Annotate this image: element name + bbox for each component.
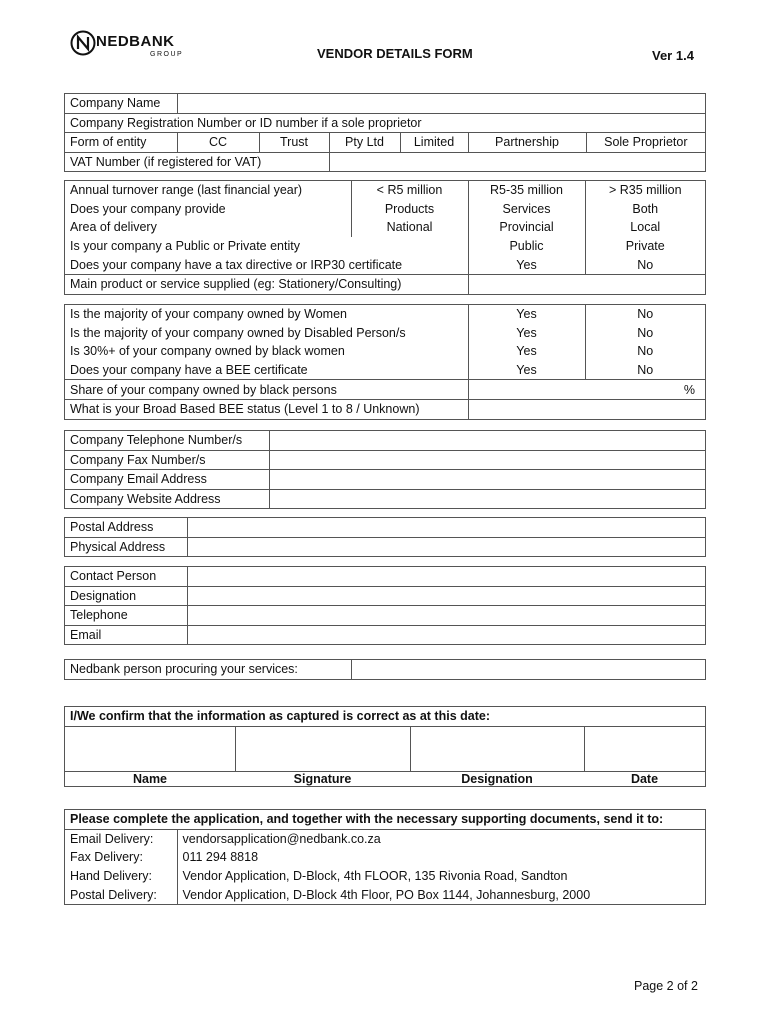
postal-address-field[interactable] [187, 518, 705, 537]
bee-status-field[interactable] [468, 399, 705, 418]
disabled-owned-label: Is the majority of your company owned by Disabled Person/s [65, 324, 468, 343]
contact-email-label: Email [65, 625, 187, 644]
hand-delivery-label: Hand Delivery: [65, 867, 177, 886]
designation-sign-field[interactable] [410, 726, 584, 771]
hand-delivery-row [65, 867, 705, 886]
delivery-area-option-1[interactable]: National [386, 220, 433, 235]
disabled-owned-yes[interactable]: Yes [516, 325, 537, 340]
contact-telephone-label: Telephone [65, 606, 187, 626]
registration-number-label: Company Registration Number or ID number if a sole proprietor [65, 113, 705, 133]
ownership-section [64, 304, 706, 420]
email-label: Company Email Address [65, 470, 269, 490]
disabled-owned-row [65, 324, 705, 343]
turnover-option-3[interactable]: > R35 million [585, 181, 705, 200]
company-contact-section [64, 430, 706, 509]
email-delivery-row [65, 829, 705, 848]
black-women-owned-label: Is 30%+ of your company owned by black women [65, 342, 468, 361]
contact-person-field[interactable] [187, 567, 705, 586]
provide-option-2[interactable]: Services [468, 200, 585, 219]
designation-label: Designation [65, 586, 187, 606]
postal-address-label: Postal Address [65, 518, 187, 537]
designation-column-label: Designation [461, 771, 533, 786]
turnover-row [65, 181, 705, 200]
entity-option-sole-proprietor[interactable]: Sole Proprietor [586, 133, 705, 153]
delivery-area-row [65, 218, 705, 237]
entity-label: Form of entity [65, 133, 176, 153]
email-field[interactable] [269, 470, 705, 490]
turnover-label: Annual turnover range (last financial year) [65, 181, 351, 200]
entity-type-label: Is your company a Public or Private entity [70, 239, 300, 254]
name-column-label: Name [132, 771, 168, 786]
physical-address-label: Physical Address [65, 537, 187, 556]
black-share-row [65, 380, 705, 400]
delivery-area-label: Area of delivery [65, 218, 351, 237]
bee-certificate-row [65, 361, 705, 380]
bee-status-row [65, 399, 705, 418]
company-section [64, 93, 706, 172]
contact-person-label: Contact Person [65, 567, 187, 586]
telephone-label: Company Telephone Number/s [65, 431, 269, 450]
black-share-label: Share of your company owned by black persons [65, 380, 468, 400]
women-owned-yes[interactable]: Yes [516, 307, 537, 322]
fax-delivery-label: Fax Delivery: [65, 848, 177, 867]
nedbank-person-section [64, 659, 706, 680]
version-label: Ver 1.4 [652, 48, 694, 63]
signature-field[interactable] [235, 726, 410, 771]
nedbank-person-field[interactable] [351, 660, 705, 679]
turnover-option-2[interactable]: R5-35 million [468, 181, 585, 200]
entity-option-limited[interactable]: Limited [400, 133, 468, 153]
website-label: Company Website Address [65, 489, 269, 508]
logo-sub: GROUP [150, 51, 184, 58]
entity-type-option-public[interactable]: Public [468, 237, 585, 256]
address-section [64, 517, 706, 557]
signature-column-label: Signature [293, 771, 352, 786]
black-women-owned-row [65, 342, 705, 361]
fax-field[interactable] [269, 450, 705, 470]
vat-number-field[interactable] [329, 152, 705, 171]
bee-certificate-no[interactable]: No [585, 361, 705, 380]
tax-directive-option-yes[interactable]: Yes [468, 255, 585, 274]
fax-delivery-value: 011 294 8818 [182, 850, 259, 865]
postal-delivery-value: Vendor Application, D-Block 4th Floor, PO Box 1144, Johannesburg, 2000 [182, 887, 591, 902]
confirmation-section [64, 706, 706, 787]
main-product-row [65, 274, 705, 293]
women-owned-no[interactable]: No [585, 305, 705, 324]
telephone-field[interactable] [269, 431, 705, 450]
bee-certificate-label: Does your company have a BEE certificate [65, 361, 468, 380]
email-delivery-label: Email Delivery: [65, 829, 177, 848]
hand-delivery-value: Vendor Application, D-Block, 4th FLOOR, 135 Rivonia Road, Sandton [182, 869, 568, 884]
email-delivery-value[interactable]: vendorsapplication@nedbank.co.za [182, 831, 381, 846]
disabled-owned-no[interactable]: No [585, 324, 705, 343]
entity-option-partnership[interactable]: Partnership [468, 133, 586, 153]
confirmation-heading: I/We confirm that the information as captured is correct as at this date: [65, 707, 705, 726]
name-signature-field[interactable] [65, 726, 235, 771]
tax-directive-row [65, 255, 705, 274]
bee-certificate-yes[interactable]: Yes [516, 363, 537, 378]
postal-delivery-row [65, 885, 705, 904]
black-share-field[interactable] [468, 380, 705, 400]
entity-option-cc[interactable]: CC [177, 133, 259, 153]
contact-telephone-field[interactable] [187, 606, 705, 626]
submission-section [64, 809, 706, 905]
contact-person-section [64, 566, 706, 645]
submission-heading: Please complete the application, and together with the necessary supporting documents, send it to: [65, 810, 705, 829]
page-number: Page 2 of 2 [634, 979, 698, 993]
company-name-label: Company Name [65, 94, 177, 113]
black-women-owned-no[interactable]: No [585, 342, 705, 361]
tax-directive-option-no[interactable]: No [585, 255, 705, 274]
postal-delivery-label: Postal Delivery: [65, 885, 177, 904]
main-product-field[interactable] [468, 274, 705, 293]
women-owned-label: Is the majority of your company owned by Women [65, 305, 468, 324]
fax-delivery-row [65, 848, 705, 867]
delivery-area-option-3[interactable]: Local [585, 218, 705, 237]
main-product-label: Main product or service supplied (eg: Stationery/Consulting) [65, 274, 468, 293]
provide-option-1[interactable]: Products [384, 201, 435, 216]
women-owned-row [65, 305, 705, 324]
black-women-owned-yes[interactable]: Yes [516, 344, 537, 359]
nedbank-person-label: Nedbank person procuring your services: [65, 660, 351, 679]
fax-label: Company Fax Number/s [65, 450, 269, 470]
entity-option-trust[interactable]: Trust [259, 133, 329, 153]
provide-row [65, 200, 705, 219]
provide-label: Does your company provide [65, 200, 351, 219]
company-name-field[interactable] [177, 94, 705, 113]
logo-brand: NEDBANK [96, 33, 175, 50]
designation-field[interactable] [187, 586, 705, 606]
form-title: VENDOR DETAILS FORM [317, 46, 473, 61]
bee-status-label: What is your Broad Based BEE status (Level 1 to 8 / Unknown) [65, 399, 468, 418]
tax-directive-label: Does your company have a tax directive or IRP30 certificate [70, 257, 403, 272]
website-field[interactable] [269, 489, 705, 508]
entity-type-option-private[interactable]: Private [585, 237, 705, 256]
entity-option-pty-ltd[interactable]: Pty Ltd [329, 133, 400, 153]
delivery-area-option-2[interactable]: Provincial [468, 218, 585, 237]
vat-number-label: VAT Number (if registered for VAT) [65, 152, 329, 171]
entity-type-row [65, 237, 705, 256]
date-field[interactable] [584, 726, 705, 771]
operations-section [64, 180, 706, 295]
date-column-label: Date [630, 771, 659, 786]
percent-sign: % [683, 382, 695, 397]
provide-option-3[interactable]: Both [585, 200, 705, 219]
contact-email-field[interactable] [187, 625, 705, 644]
nedbank-emblem-icon [70, 30, 98, 58]
turnover-option-1[interactable]: < R5 million [376, 183, 443, 198]
physical-address-field[interactable] [187, 537, 705, 556]
